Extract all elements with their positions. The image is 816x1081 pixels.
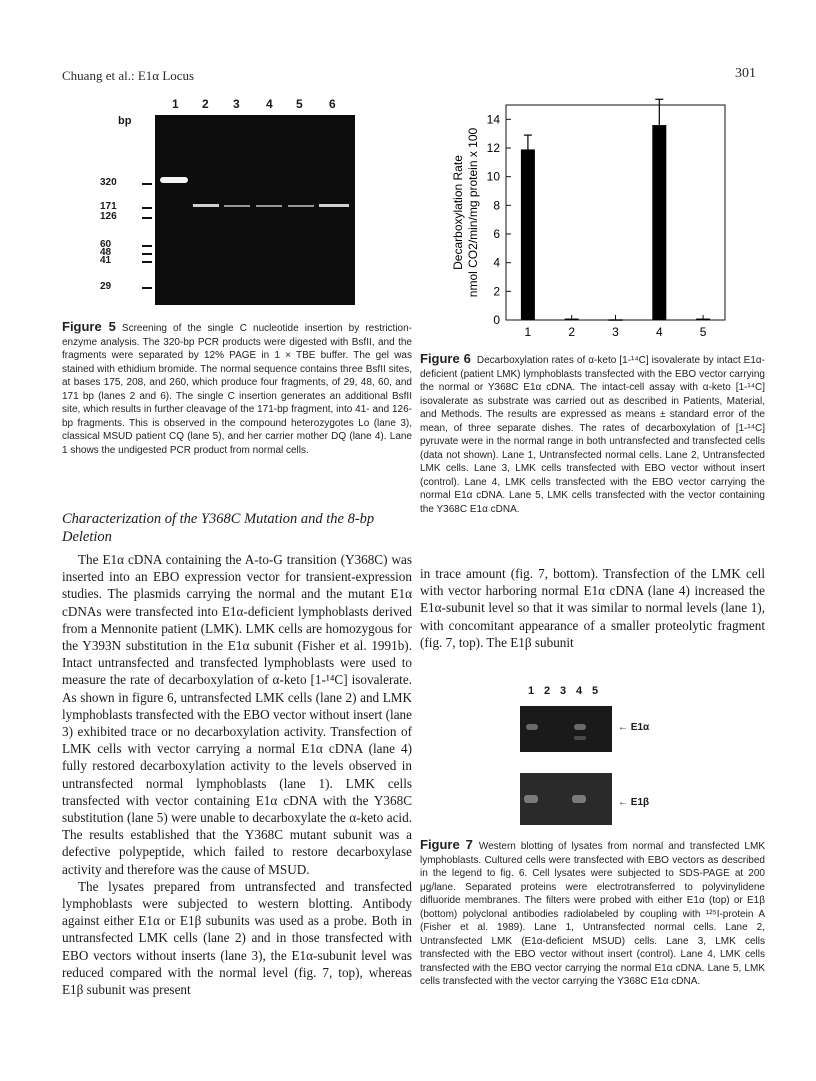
blot-band <box>574 724 586 730</box>
gel5-band-lane3 <box>224 205 250 207</box>
body-paragraph: The E1α cDNA containing the A-to-G transition (Y368C) was inserted into an EBO expression vector for transient-expression studies. The plasmids carrying the normal and the mutant E1α cDNAs were transfected into E1α-deficient lymphoblasts derived from a Mennonite patient (LMK). LMK cells are homozygous for the Y393N substitution in the E1α subunit (Fisher et al. 1991b). Intact untransfected and transfected lymphoblasts were used to measure the rate of decarboxylation of α-keto [1-¹⁴C] isovalerate. As shown in figure 6, untransfected LMK cells (lane 2) and LMK lymphoblasts transfected with the EBO vector without insert (lane 3) exhibited trace or no decarboxylation activity. Transfection of LMK cells with vector carrying a normal E1α cDNA (lane 4) fully restored decarboxylation activity to the levels observed in untransfected normal lymphoblasts (lane 1). LMK cells transfected with vector containing E1α cDNA with the Y368C substitution (lane 5) were unable to decarboxylate the α-keto acid. The results established that the Y368C mutant subunit was a defective polypeptide, which failed to restore decarboxylase activity and therefore was the cause of MSUD. <box>62 552 412 877</box>
body-paragraph: in trace amount (fig. 7, bottom). Transfection of the LMK cell with vector harboring normal E1α cDNA (lane 4) increased the E1α-subunit level so that it was similar to normal levels (lane 1), with concomitant appearance of a smaller proteolytic fragment (fig. 7, top). The E1β subunit <box>420 566 765 650</box>
gel5-marker: 320 <box>100 177 152 188</box>
blot-band <box>524 795 538 803</box>
e1a-label: ← E1α <box>618 722 650 733</box>
gel5-lane-label: 5 <box>296 97 303 111</box>
blot-top-e1a <box>520 706 612 752</box>
gel5-marker: 41 <box>100 255 152 266</box>
gel5-band-lane1 <box>160 177 188 183</box>
blot-lane-label: 4 <box>576 685 583 697</box>
gel5-marker: 60 <box>100 239 152 250</box>
gel5-lane-label: 6 <box>329 97 336 111</box>
figure-7-caption <box>420 838 765 989</box>
y-tick-label: 4 <box>493 255 500 270</box>
bar <box>652 125 666 320</box>
gel5-marker: 29 <box>100 281 152 292</box>
blot-band <box>526 724 538 730</box>
gel5-marker: 126 <box>100 211 152 222</box>
gel5-lane-label: 4 <box>266 97 273 111</box>
blot-lane-label: 5 <box>592 685 599 697</box>
y-tick-label: 6 <box>493 227 500 241</box>
y-tick-label: 10 <box>486 169 500 184</box>
y-tick-label: 2 <box>493 284 500 299</box>
gel5-lane-label: 2 <box>202 97 209 111</box>
figure-6-caption <box>420 352 765 516</box>
bar <box>565 319 579 321</box>
figure-7-label: Figure 7 <box>420 837 473 852</box>
x-tick-label: 2 <box>568 325 576 339</box>
figure-6-chart <box>440 85 740 345</box>
figure-7-caption-text: Western blotting of lysates from normal and transfected LMK lymphoblasts. Cultured cells were transfected with EBO vectors as described in the legend to fig. 6. Cell lysates were subjected to SDS-PAGE at 200 μg/lane. Separated proteins were electrotransferred to polyvinylidene difluoride membranes. The filters were probed with either E1α (top) or E1β (bottom) polyclonal antibodies radiolabeled by coupling with ¹²⁵I-protein A (Fisher et al. 1989). Lane 1, Untransfected normal cells. Lane 2, Untransfected LMK (E1α-deficient MSUD) cells. Lane 3, LMK cells transfected with the EBO vector without insert (control). Lane 4, LMK cells transfected with the EBO vector carrying the normal E1α cDNA. Lane 5, LMK cells transfected with the vector carrying the Y368C E1α cDNA. <box>420 841 765 987</box>
figure-5-caption-text: Screening of the single C nucleotide insertion by restriction-enzyme analysis. The 320-bp PCR products were digested with BsfII, and the fragments were separated by 12% PAGE in 1 × TBE buffer. The gel was stained with ethidium bromide. The normal sequence contains three BsfII sites, at bases 175, 208, and 260, which produce four fragments, of 29, 48, 60, and 171 bp (lanes 2 and 6). The single C insertion generates an additional BsfII site, which results in further cleavage of the 171-bp fragment, into 41- and 126-bp fragments. This is observed in the compound heterozygotes Lo (lane 3), classical MSUD patient CQ (lane 5), and her carrier mother DQ (lane 4). Lane 1 shows the undigested PCR product from normal cells. <box>62 323 412 456</box>
bar <box>696 319 710 321</box>
figure-5-gel <box>100 95 400 310</box>
gel5-lane-label: 3 <box>233 97 240 111</box>
figure-6-caption-text: Decarboxylation rates of α-keto [1-¹⁴C] isovalerate by intact E1α-deficient (patient LMK) lymphoblasts transfected with the EBO vector carrying the normal or Y368C E1α cDNA. The intact-cell assay with α-keto [1-¹⁴C] isovalerate as substrate was carried out as described in Patients, Material, and Methods. The results are expressed as means ± standard error of the mean, of three separate dishes. The rates of decarboxylation of [1-¹⁴C] pyruvate were in the normal range in both untransfected and transfected cells (data not shown). Lane 1, Untransfected normal cells. Lane 2, Untransfected LMK cells. Lane 3, LMK cells transfected with EBO vector without insert (control). Lane 4, LMK cells transfected with the EBO vector carrying the normal E1α cDNA. Lane 5, LMK cells transfected with the vector containing the Y368C E1α cDNA. <box>420 355 765 515</box>
blot-lane-label: 1 <box>528 685 535 697</box>
figure-5-caption <box>62 320 412 457</box>
e1b-label: ← E1β <box>618 797 650 808</box>
x-tick-label: 1 <box>524 325 532 339</box>
y-axis-label-line2: nmol CO2/min/mg protein x 100 <box>466 127 480 298</box>
bp-axis-label: bp <box>118 115 132 127</box>
body-paragraph: The lysates prepared from untransfected and transfected lymphoblasts were subjected to western blotting. Antibody against either E1α or E1β subunits was used as a probe. Both in untransfected LMK cells (lane 2) and in those transfected with EBO vectors without inserts (lane 3), the E1α-subunit level was reduced compared with the normal level (fig. 7, top), whereas E1β subunit was present <box>62 878 412 998</box>
gel5-band-lane2 <box>193 204 219 207</box>
gel5-image <box>155 115 355 305</box>
y-tick-label: 14 <box>486 112 500 127</box>
body-right-column <box>420 565 765 651</box>
x-tick-label: 5 <box>699 325 707 339</box>
gel5-band-lane6 <box>319 204 349 207</box>
page-number: 301 <box>735 66 756 81</box>
gel5-lane-label: 1 <box>172 97 179 111</box>
chart-frame <box>506 105 725 320</box>
bar <box>609 319 623 321</box>
gel5-marker: 48 <box>100 247 152 258</box>
blot-band <box>574 736 586 740</box>
y-axis-label-line1: Decarboxylation Rate <box>451 155 465 270</box>
body-left-column <box>62 551 412 998</box>
blot-band <box>572 795 586 803</box>
figure-6-label: Figure 6 <box>420 351 471 366</box>
section-title: Characterization of the Y368C Mutation and the 8-bp Deletion <box>62 511 375 545</box>
running-head: Chuang et al.: E1α Locus <box>62 68 195 83</box>
blot-lane-label: 2 <box>544 685 551 697</box>
y-tick-label: 12 <box>486 141 500 155</box>
x-tick-label: 3 <box>612 325 619 339</box>
bar <box>521 149 535 320</box>
gel5-marker: 171 <box>100 201 152 212</box>
chart-svg <box>440 85 740 345</box>
y-tick-label: 8 <box>493 198 500 213</box>
x-tick-label: 4 <box>655 325 663 339</box>
y-tick-label: 0 <box>493 313 500 327</box>
blot-lane-label: 3 <box>560 685 567 697</box>
gel5-band-lane4 <box>256 205 282 207</box>
gel5-band-lane5 <box>288 205 314 207</box>
figure-5-label: Figure 5 <box>62 319 116 334</box>
blot-bottom-e1b <box>520 773 612 825</box>
